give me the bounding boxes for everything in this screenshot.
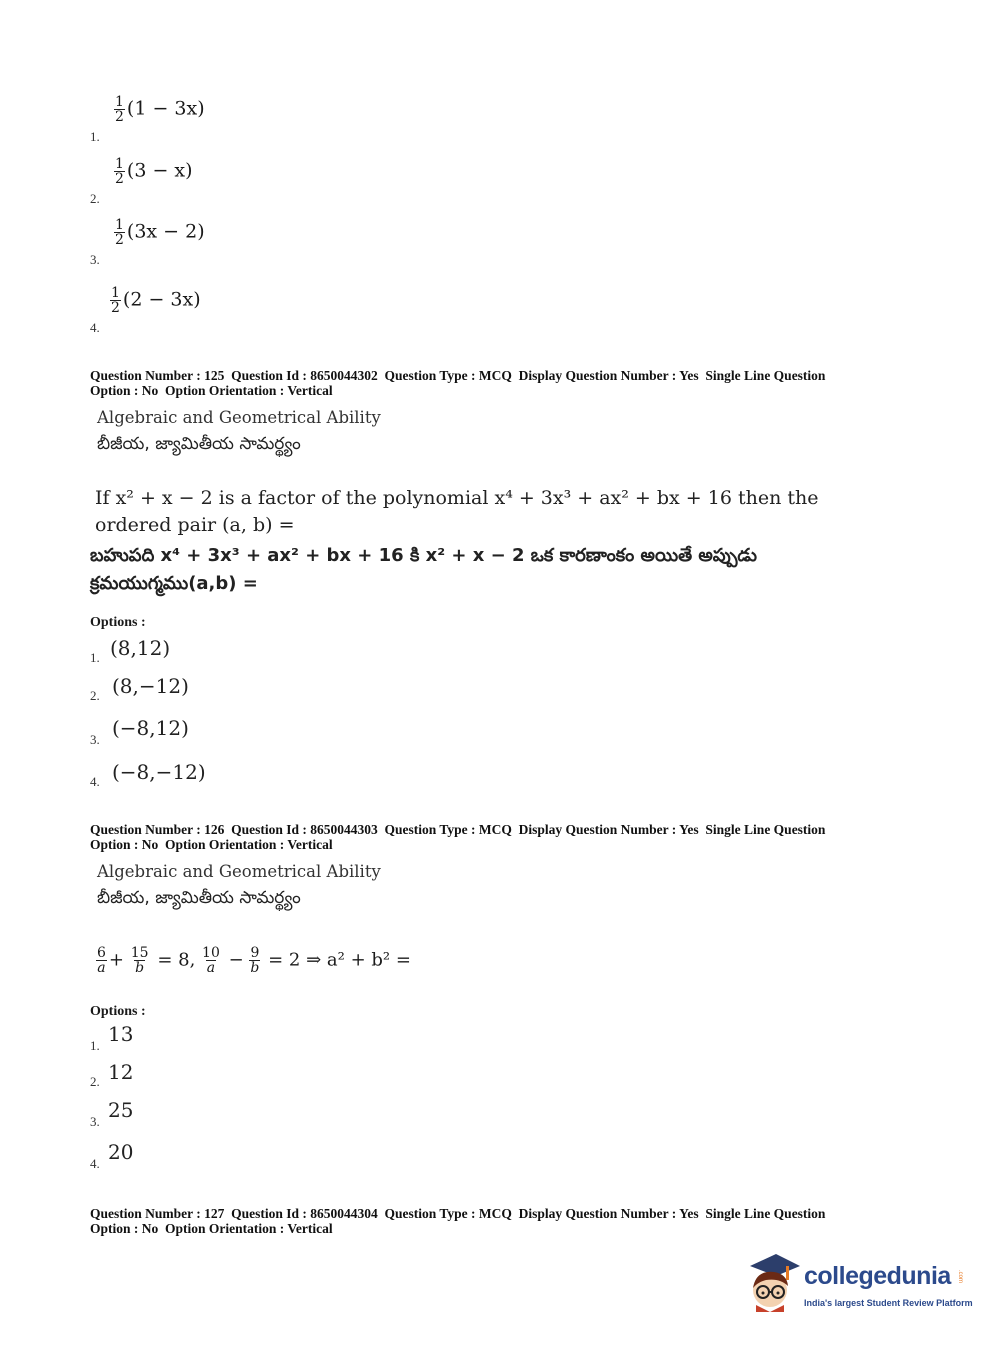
fraction: $\frac{1}{2}$: [111, 285, 120, 316]
option-text: 12: [108, 1060, 134, 1084]
option-number: 1.: [90, 650, 100, 665]
fraction: $\frac{15}{b}$: [130, 945, 149, 976]
q125-subject-en: Algebraic and Geometrical Ability: [97, 408, 381, 427]
fraction: $\frac{1}{2}$: [115, 156, 124, 187]
q125-question-en-line2: ordered pair (a, b) =: [95, 514, 295, 536]
q125-meta-line2: Option : No Option Orientation : Vertical: [90, 383, 333, 398]
option-number: 4.: [90, 774, 100, 789]
fraction: $\frac{1}{2}$: [115, 217, 124, 248]
option-text: (−8,12): [112, 716, 189, 740]
option-number: 4.: [90, 320, 100, 335]
fraction: $\frac{10}{a}$: [202, 945, 220, 976]
logo-tagline: India's largest Student Review Platform: [804, 1298, 973, 1308]
q125-question-te-line2: క్రమయుగ్మము(a,b) =: [90, 573, 258, 594]
q125-question-te-line1: బహుపది x⁴ + 3x³ + ax² + bx + 16 కి x² + x − 2 ఒక కారణాంకం అయితే అప్పుడు: [90, 545, 757, 566]
option-number: 3.: [90, 252, 100, 267]
option-number: 1.: [90, 129, 100, 144]
option-number: 3.: [90, 1114, 100, 1129]
q125-question-en-line1: If x² + x − 2 is a factor of the polynomial x⁴ + 3x³ + ax² + bx + 16 then the: [95, 487, 819, 509]
fraction: $\frac{9}{b}$: [250, 945, 260, 976]
q127-meta-line1: Question Number : 127 Question Id : 8650044304 Question Type : MCQ Display Question Number : Yes Single Line Question: [90, 1206, 826, 1221]
option-text: (8,12): [110, 636, 171, 660]
option-text: 25: [108, 1098, 134, 1122]
q126-equation: $\frac{6}{a}$ + $\frac{15}{b}$ = 8, $\frac{10}{a}$ − $\frac{9}{b}$ = 2 ⇒ a² + b² =: [97, 945, 411, 976]
q125-options-label: Options :: [90, 615, 146, 630]
option-number: 2.: [90, 1074, 100, 1089]
option-text: 20: [108, 1140, 134, 1164]
q126-meta-line2: Option : No Option Orientation : Vertical: [90, 837, 333, 852]
option-number: 2.: [90, 688, 100, 703]
option-expression: $\frac{1}{2}$ (3x − 2): [115, 217, 205, 248]
option-text: 13: [108, 1022, 134, 1046]
q127-meta-line2: Option : No Option Orientation : Vertical: [90, 1221, 333, 1236]
option-expression: $\frac{1}{2}$ (3 − x): [115, 156, 193, 187]
fraction: $\frac{6}{a}$: [97, 945, 106, 976]
q126-meta-line1: Question Number : 126 Question Id : 8650044303 Question Type : MCQ Display Question Number : Yes Single Line Question: [90, 822, 826, 837]
option-number: 1.: [90, 1038, 100, 1053]
q126-subject-en: Algebraic and Geometrical Ability: [97, 862, 381, 881]
q126-options-label: Options :: [90, 1004, 146, 1019]
q125-subject-te: బీజీయ, జ్యామితీయ సామర్థ్యం: [97, 434, 301, 454]
q125-meta-line1: Question Number : 125 Question Id : 8650044302 Question Type : MCQ Display Question Number : Yes Single Line Question: [90, 368, 826, 383]
option-expression: $\frac{1}{2}$ (2 − 3x): [111, 285, 201, 316]
logo-suffix: .com: [957, 1270, 963, 1284]
option-text: (−8,−12): [112, 760, 206, 784]
option-number: 4.: [90, 1156, 100, 1171]
option-number: 3.: [90, 732, 100, 747]
logo-name: collegedunia: [804, 1262, 951, 1290]
option-text: (8,−12): [112, 674, 189, 698]
mascot-icon: [742, 1250, 804, 1312]
option-number: 2.: [90, 191, 100, 206]
option-expression: $\frac{1}{2}$ (1 − 3x): [115, 94, 205, 125]
collegedunia-logo[interactable]: [742, 1250, 972, 1318]
fraction: $\frac{1}{2}$: [115, 94, 124, 125]
q126-subject-te: బీజీయ, జ్యామితీయ సామర్థ్యం: [97, 888, 301, 908]
